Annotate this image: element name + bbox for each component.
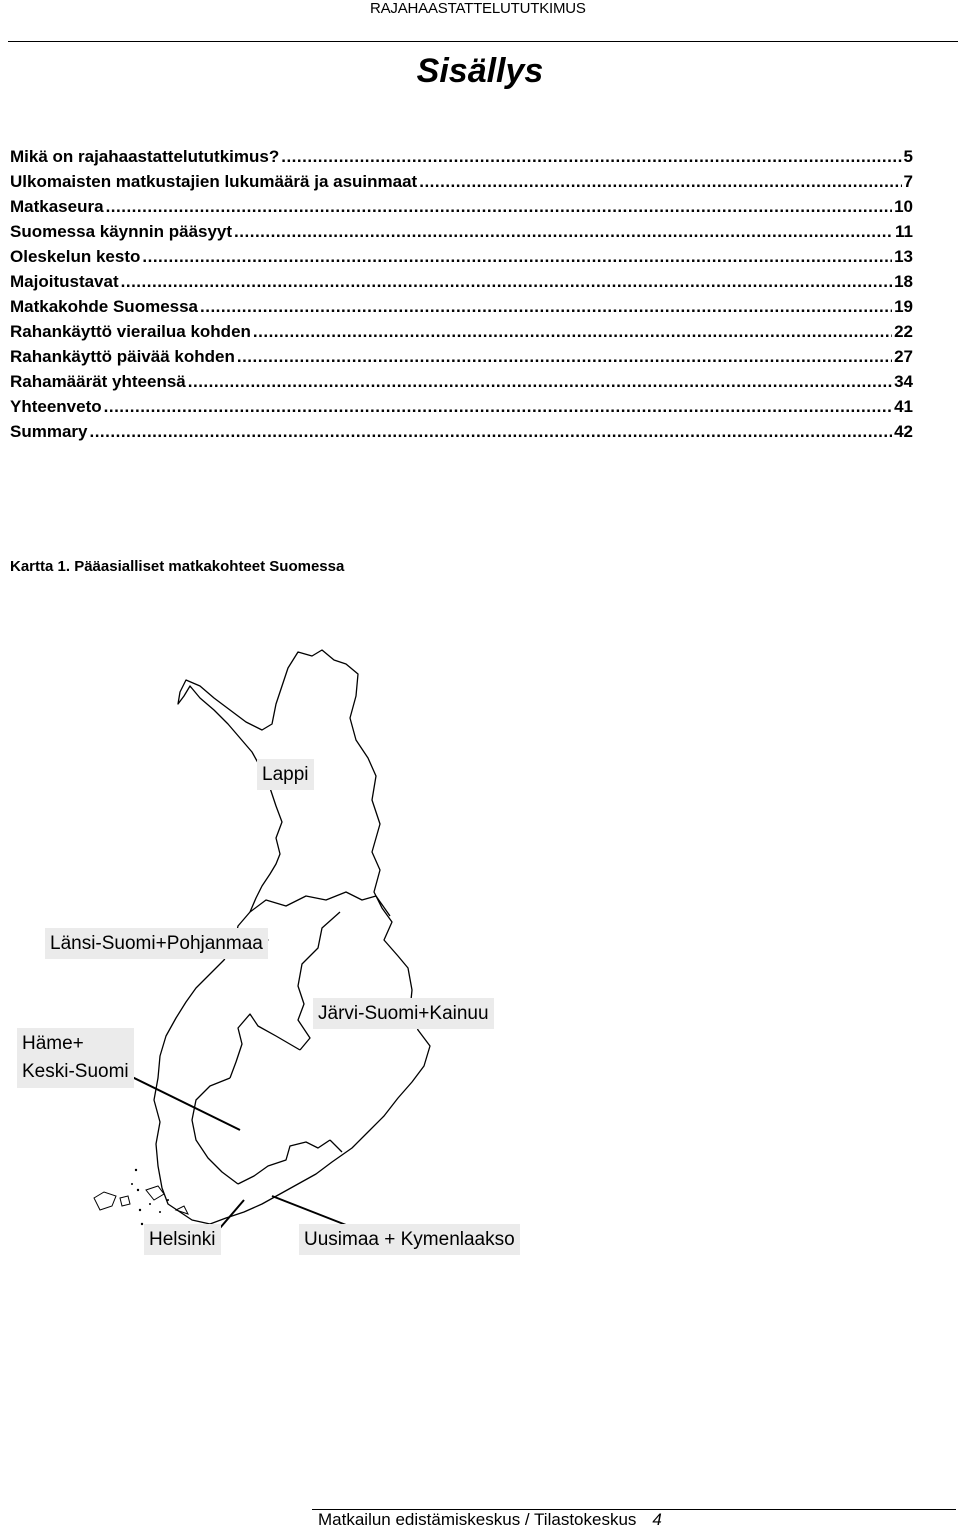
toc-leader [253, 322, 892, 342]
region-border [230, 1014, 300, 1078]
island-icon [120, 1196, 130, 1206]
header-rule [8, 41, 958, 42]
toc-entry-label: Ulkomaisten matkustajien lukumäärä ja asuinmaat [10, 172, 418, 191]
toc-entry-label: Majoitustavat [10, 272, 119, 291]
toc-leader [104, 397, 892, 417]
toc-leader [281, 147, 901, 167]
region-label-lansi-suomi: Länsi-Suomi+Pohjanmaa [45, 928, 268, 959]
toc-entry[interactable] [10, 322, 913, 347]
toc-entry-label: Yhteenveto [10, 397, 102, 416]
toc-entry[interactable] [10, 172, 913, 197]
island-icon [146, 1186, 164, 1200]
region-label-hame-line2: Keski-Suomi [22, 1061, 129, 1082]
region-border [330, 1140, 342, 1152]
toc-entry-page: 18 [894, 272, 913, 291]
toc-entry-page: 13 [894, 247, 913, 266]
region-border [298, 912, 340, 1050]
toc-leader [200, 297, 892, 317]
region-label-hame [17, 1028, 134, 1088]
toc-entry[interactable] [10, 297, 913, 322]
toc-entry-label: Summary [10, 422, 88, 441]
toc-entry-label: Oleskelun kesto [10, 247, 141, 266]
table-of-contents [10, 147, 913, 447]
toc-entry-page: 10 [894, 197, 913, 216]
toc-entry[interactable] [10, 372, 913, 397]
toc-leader [89, 422, 892, 442]
page-number: 4 [652, 1510, 662, 1529]
toc-entry-label: Suomessa käynnin pääsyyt [10, 222, 233, 241]
toc-entry[interactable] [10, 247, 913, 272]
region-label-jarvi-suomi: Järvi-Suomi+Kainuu [313, 998, 494, 1029]
toc-entry[interactable] [10, 397, 913, 422]
map-caption: Kartta 1. Pääasialliset matkakohteet Suomessa [10, 558, 345, 575]
toc-entry-page: 22 [894, 322, 913, 341]
toc-entry-label: Rahankäyttö päivää kohden [10, 347, 235, 366]
region-label-helsinki: Helsinki [144, 1224, 221, 1255]
toc-entry-page: 11 [895, 222, 913, 241]
page-footer [318, 1510, 662, 1530]
region-border [192, 1078, 238, 1184]
toc-entry-page: 19 [894, 297, 913, 316]
toc-entry[interactable] [10, 422, 913, 447]
toc-entry-page: 5 [903, 147, 913, 166]
running-head: RAJAHAASTATTELUTUTKIMUS [370, 0, 586, 17]
toc-entry-page: 41 [894, 397, 913, 416]
toc-entry-label: Mikä on rajahaastattelututkimus? [10, 147, 280, 166]
region-label-hame-line1: Häme+ [22, 1033, 84, 1054]
toc-leader [419, 172, 901, 192]
region-border [238, 1140, 330, 1184]
toc-entry-page: 7 [903, 172, 913, 191]
toc-entry-label: Rahankäyttö vierailua kohden [10, 322, 251, 341]
toc-leader [142, 247, 892, 267]
toc-entry[interactable] [10, 272, 913, 297]
toc-entry-page: 42 [894, 422, 913, 441]
toc-entry[interactable] [10, 197, 913, 222]
region-label-lappi: Lappi [257, 759, 314, 790]
toc-entry[interactable] [10, 147, 913, 172]
toc-entry-page: 34 [894, 372, 913, 391]
leader-line [220, 1200, 244, 1228]
toc-entry-label: Matkaseura [10, 197, 104, 216]
toc-leader [234, 222, 893, 242]
toc-leader [237, 347, 892, 367]
toc-entry[interactable] [10, 222, 913, 247]
region-label-uusimaa: Uusimaa + Kymenlaakso [299, 1224, 520, 1255]
region-border [376, 896, 390, 916]
toc-entry-label: Rahamäärät yhteensä [10, 372, 186, 391]
island-icon [94, 1192, 116, 1210]
region-border [250, 892, 376, 912]
toc-entry-page: 27 [894, 347, 913, 366]
toc-entry[interactable] [10, 347, 913, 372]
footer-text: Matkailun edistämiskeskus / Tilastokeskus [318, 1510, 637, 1529]
toc-leader [106, 197, 893, 217]
page-title: Sisällys [416, 52, 544, 90]
toc-leader [121, 272, 892, 292]
leader-line [126, 1074, 240, 1130]
toc-entry-label: Matkakohde Suomessa [10, 297, 199, 316]
toc-leader [188, 372, 892, 392]
